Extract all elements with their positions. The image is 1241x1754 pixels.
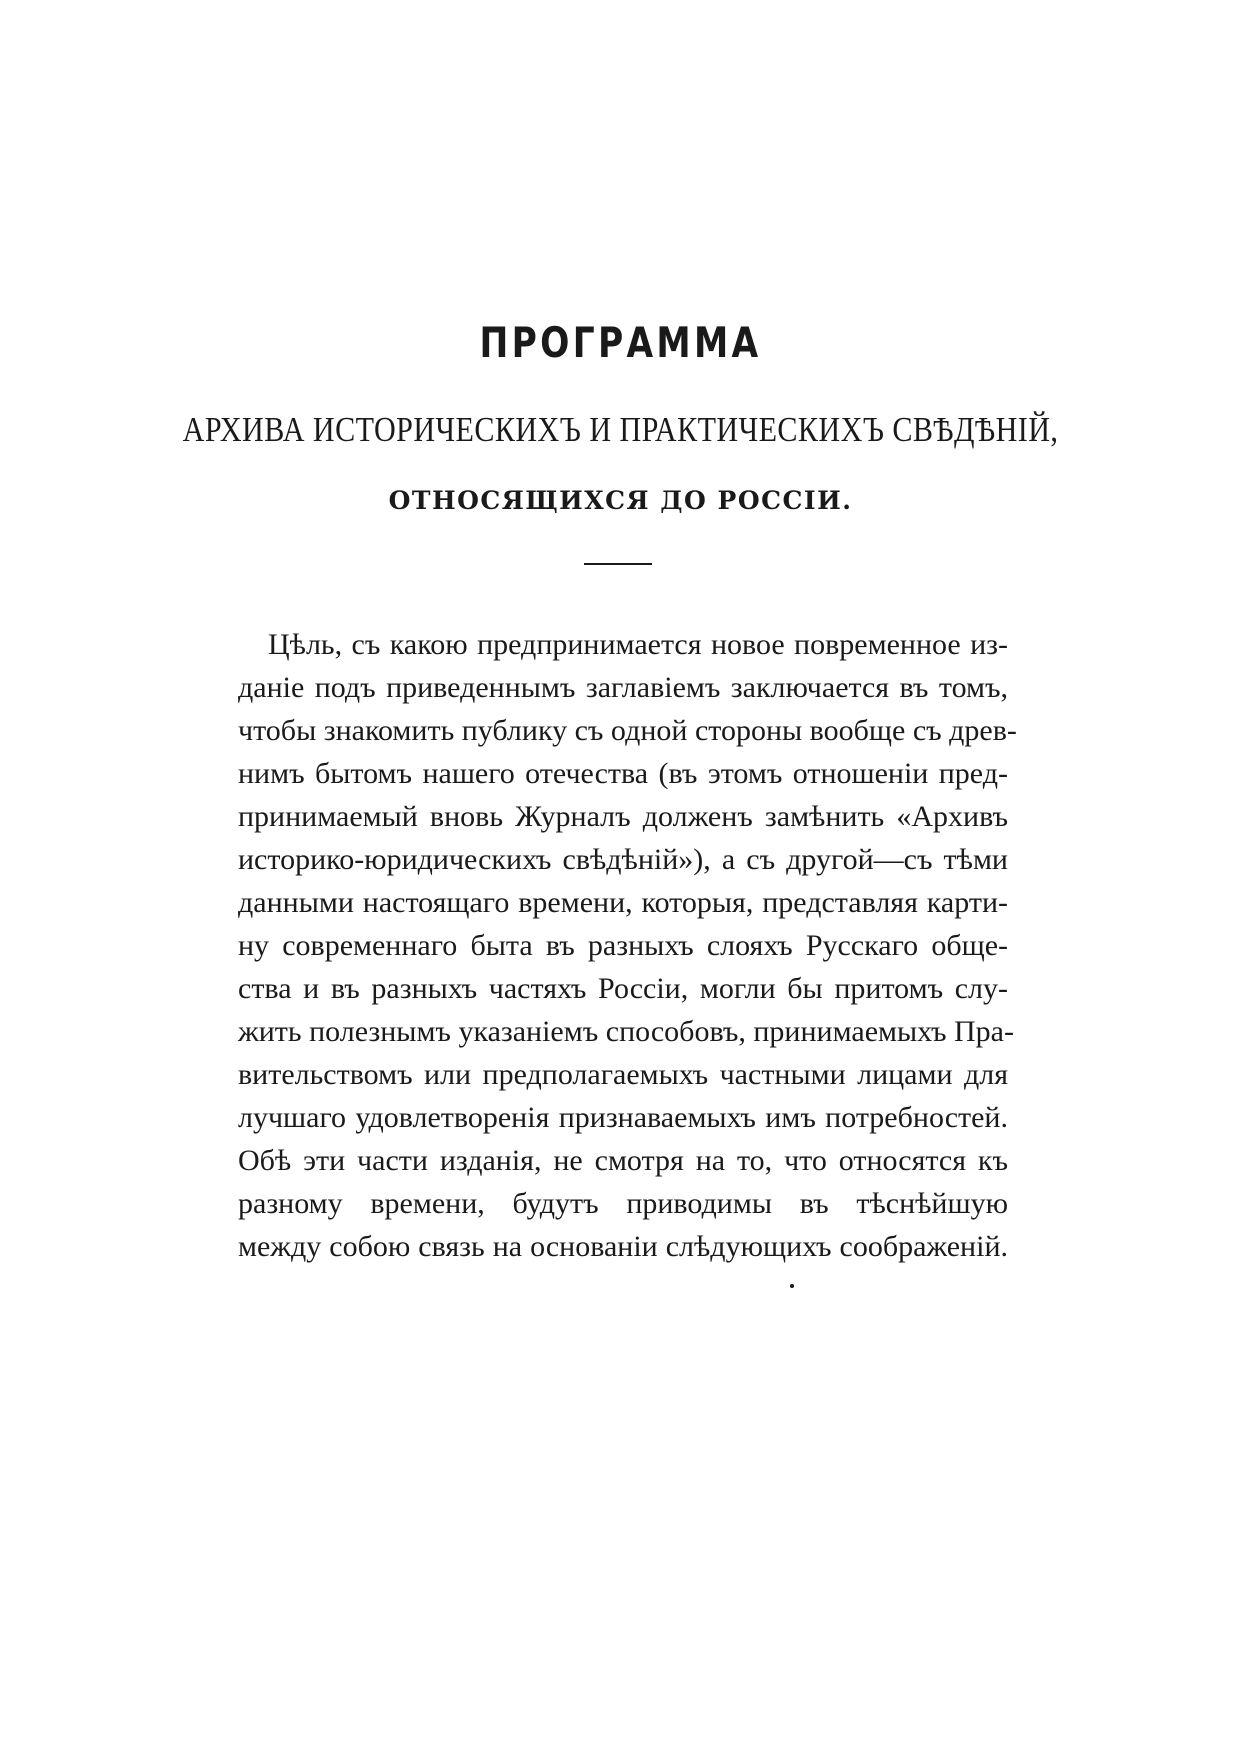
text-line: чтобы знакомить публику съ одной стороны вообще съ древ- <box>238 714 1017 747</box>
page-subtitle-secondary: ОТНОСЯЩИХСЯ ДО РОССІИ. <box>388 486 853 515</box>
text-line: лучшаго удовлетворенія признаваемыхъ имъ потребностей. <box>238 1101 1008 1134</box>
text-line: историко-юридическихъ свѣдѣній»), а съ другой—съ тѣми <box>238 843 1008 876</box>
text-line: ну современнаго быта въ разныхъ слояхъ Русскаго обще- <box>238 929 1008 962</box>
text-line: Цѣль, съ какою предпринимается новое повременное из- <box>268 628 1008 661</box>
text-line: вительствомъ или предполагаемыхъ частными лицами для <box>238 1058 1008 1091</box>
text-line: данными настоящаго времени, которыя, представляя карти- <box>238 886 1008 919</box>
text-line: жить полезнымъ указаніемъ способовъ, принимаемыхъ Пра- <box>238 1015 1014 1048</box>
text-line: Обѣ эти части изданія, не смотря на то, что относятся къ <box>238 1144 1008 1177</box>
page-title: ПРОГРАММА <box>479 318 762 367</box>
text-line: между собою связь на основаніи слѣдующихъ соображеній. <box>238 1230 1008 1263</box>
stray-dot <box>790 1284 794 1288</box>
text-line: ства и въ разныхъ частяхъ Россіи, могли бы притомъ слу- <box>238 972 1008 1005</box>
title-divider <box>584 563 652 565</box>
text-line: разному времени, будутъ приводимы въ тѣснѣйшую <box>238 1187 1008 1220</box>
text-line: принимаемый вновь Журналъ долженъ замѣнить «Архивъ <box>238 800 1008 833</box>
text-line: нимъ бытомъ нашего отечества (въ этомъ отношеніи пред- <box>238 757 1008 790</box>
page-subtitle: АРХИВА ИСТОРИЧЕСКИХЪ И ПРАКТИЧЕСКИХЪ СВѢДѢНІЙ, <box>182 410 1059 449</box>
text-line: даніе подъ приведеннымъ заглавіемъ заключается въ томъ, <box>238 671 1008 704</box>
